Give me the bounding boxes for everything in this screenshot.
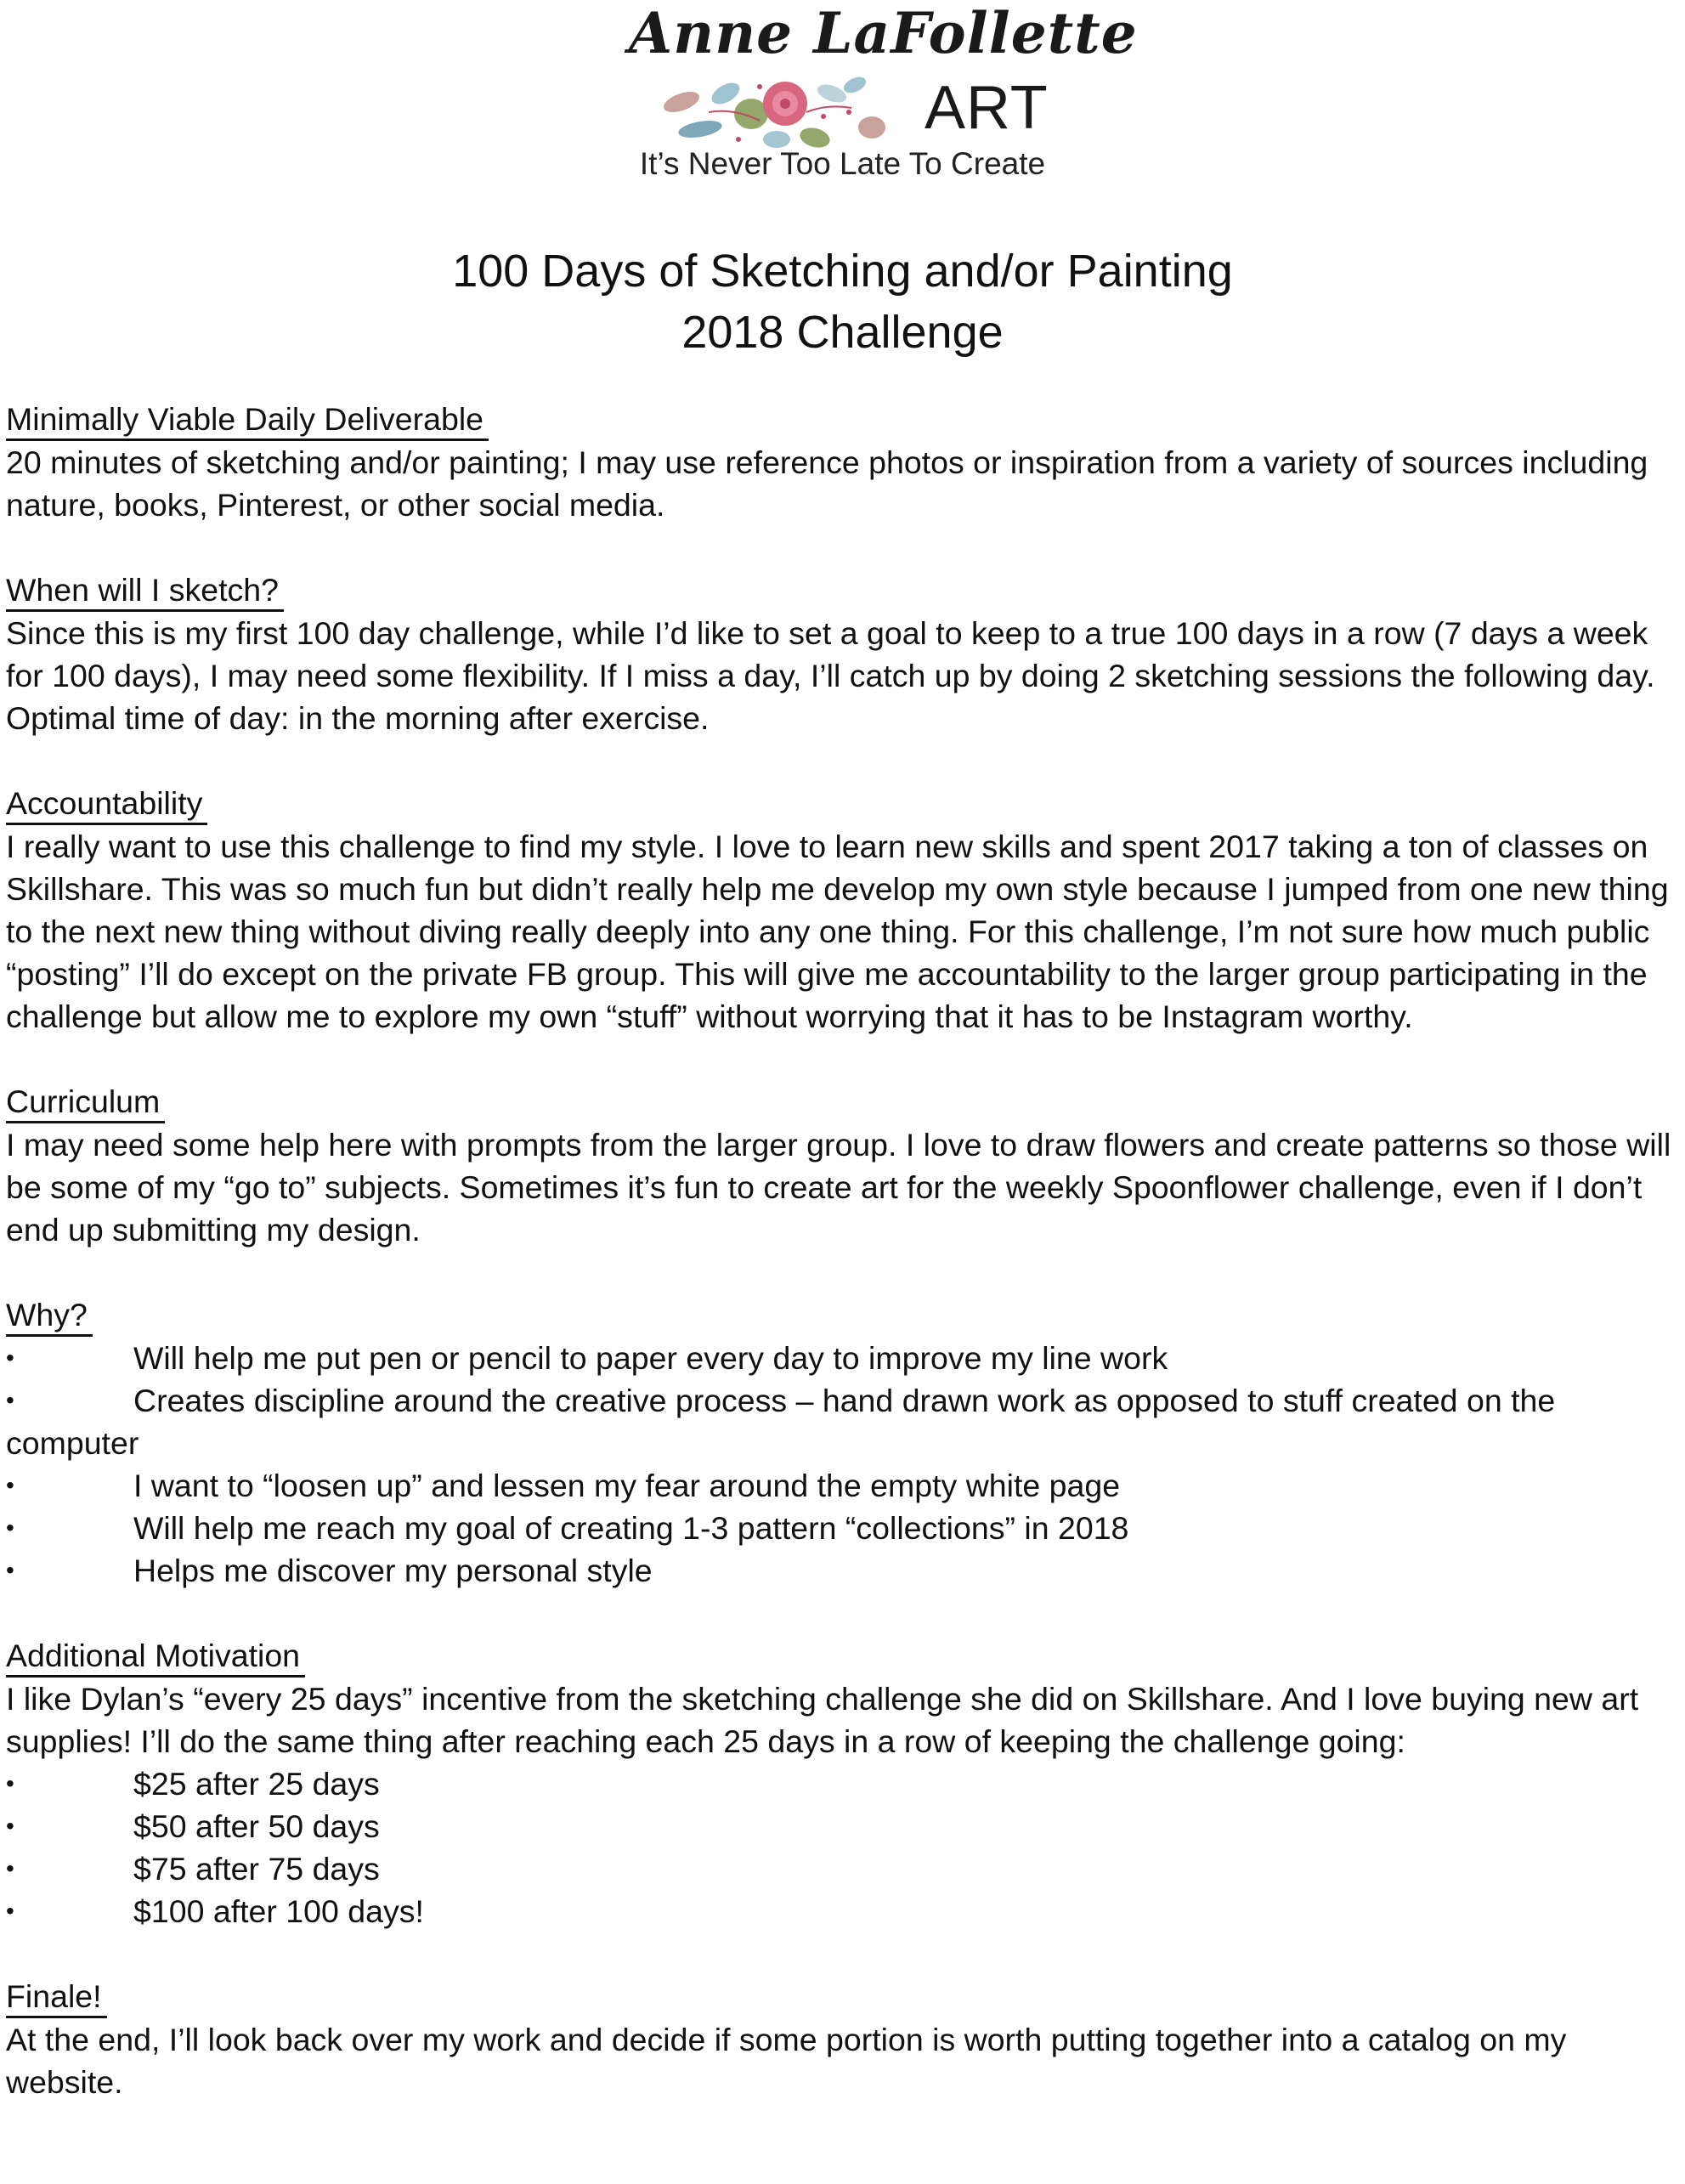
title-line-1: 100 Days of Sketching and/or Painting bbox=[452, 246, 1233, 297]
logo-name: Anne LaFollette bbox=[629, 0, 1138, 66]
section-text: I like Dylan’s “every 25 days” incentive from the sketching challenge she did on Skillshare. And I love buying new art supplies! I’ll do the same thing after reaching each 25 days in a row of keeping the challenge going: bbox=[6, 1681, 1639, 1759]
list-item: • $25 after 25 days bbox=[6, 1762, 1678, 1805]
section-curriculum bbox=[6, 1080, 1678, 1251]
section-heading: Accountability bbox=[6, 784, 207, 825]
section-text: Since this is my first 100 day challenge, while I’d like to set a goal to keep to a true 100 days in a row (7 days a week for 100 days), I may need some flexibility. If I miss a day, I’ll catch up by doing 2 sketching sessions the following day. Optimal time of day: in the morning after exercise. bbox=[6, 615, 1655, 736]
title-line-2: 2018 Challenge bbox=[681, 307, 1004, 358]
section-heading: Finale! bbox=[6, 1977, 107, 2018]
tagline: It’s Never Too Late To Create bbox=[639, 146, 1046, 181]
list-item: • $50 after 50 days bbox=[6, 1805, 1678, 1847]
bullet-icon: • bbox=[6, 1855, 14, 1881]
bullet-icon: • bbox=[6, 1557, 14, 1583]
bullet-icon: • bbox=[6, 1472, 14, 1498]
bullet-icon: • bbox=[6, 1344, 14, 1371]
section-finale bbox=[6, 1975, 1678, 2103]
bullet-icon: • bbox=[6, 1387, 14, 1413]
document-body bbox=[6, 398, 1678, 2146]
section-accountability bbox=[6, 782, 1678, 1038]
section-heading: Curriculum bbox=[6, 1082, 165, 1123]
list-item: • $75 after 75 days bbox=[6, 1847, 1678, 1890]
bullet-icon: • bbox=[6, 1514, 14, 1541]
section-heading: Why? bbox=[6, 1295, 93, 1337]
bullet-icon: • bbox=[6, 1770, 14, 1796]
bullet-icon: • bbox=[6, 1898, 14, 1924]
section-heading: Additional Motivation bbox=[6, 1636, 305, 1678]
section-why bbox=[6, 1293, 1678, 1592]
logo bbox=[612, 0, 1138, 149]
section-text: At the end, I’ll look back over my work and decide if some portion is worth putting together into a catalog on my website. bbox=[6, 2022, 1567, 2100]
list-item: • Creates discipline around the creative process – hand drawn work as opposed to stuff created on the computer bbox=[6, 1379, 1678, 1464]
section-text: I may need some help here with prompts from the larger group. I love to draw flowers and create patterns so those will be some of my “go to” subjects. Sometimes it’s fun to create art for the weekly Spoonflower challenge, even if I don’t end up submitting my design. bbox=[6, 1127, 1671, 1248]
section-deliverable bbox=[6, 398, 1678, 526]
list-item: • Will help me put pen or pencil to paper every day to improve my line work bbox=[6, 1337, 1678, 1379]
motivation-list bbox=[6, 1762, 1678, 1932]
why-list bbox=[6, 1337, 1678, 1592]
list-item: • Helps me discover my personal style bbox=[6, 1549, 1678, 1592]
section-text: I really want to use this challenge to find my style. I love to learn new skills and spent 2017 taking a ton of classes on Skillshare. This was so much fun but didn’t really help me develop my own style because I jumped from one new thing to the next new thing without diving really deeply into any one thing. For this challenge, I’m not sure how much public “posting” I’ll do except on the private FB group. This will give me accountability to the larger group participating in the challenge but allow me to explore my own “stuff” without worrying that it has to be Instagram worthy. bbox=[6, 829, 1669, 1034]
logo-art-word: ART bbox=[924, 74, 1049, 142]
bullet-icon: • bbox=[6, 1813, 14, 1839]
document-title bbox=[0, 240, 1685, 363]
floral-ornament-icon bbox=[658, 70, 930, 155]
section-text: 20 minutes of sketching and/or painting; I may use reference photos or inspiration from a variety of sources including nature, books, Pinterest, or other social media. bbox=[6, 444, 1648, 523]
list-item: • I want to “loosen up” and lessen my fear around the empty white page bbox=[6, 1464, 1678, 1507]
section-heading: Minimally Viable Daily Deliverable bbox=[6, 399, 489, 441]
list-item: • Will help me reach my goal of creating 1-3 pattern “collections” in 2018 bbox=[6, 1507, 1678, 1549]
list-item: • $100 after 100 days! bbox=[6, 1890, 1678, 1932]
section-motivation bbox=[6, 1634, 1678, 1932]
section-heading: When will I sketch? bbox=[6, 570, 284, 612]
section-when bbox=[6, 569, 1678, 739]
